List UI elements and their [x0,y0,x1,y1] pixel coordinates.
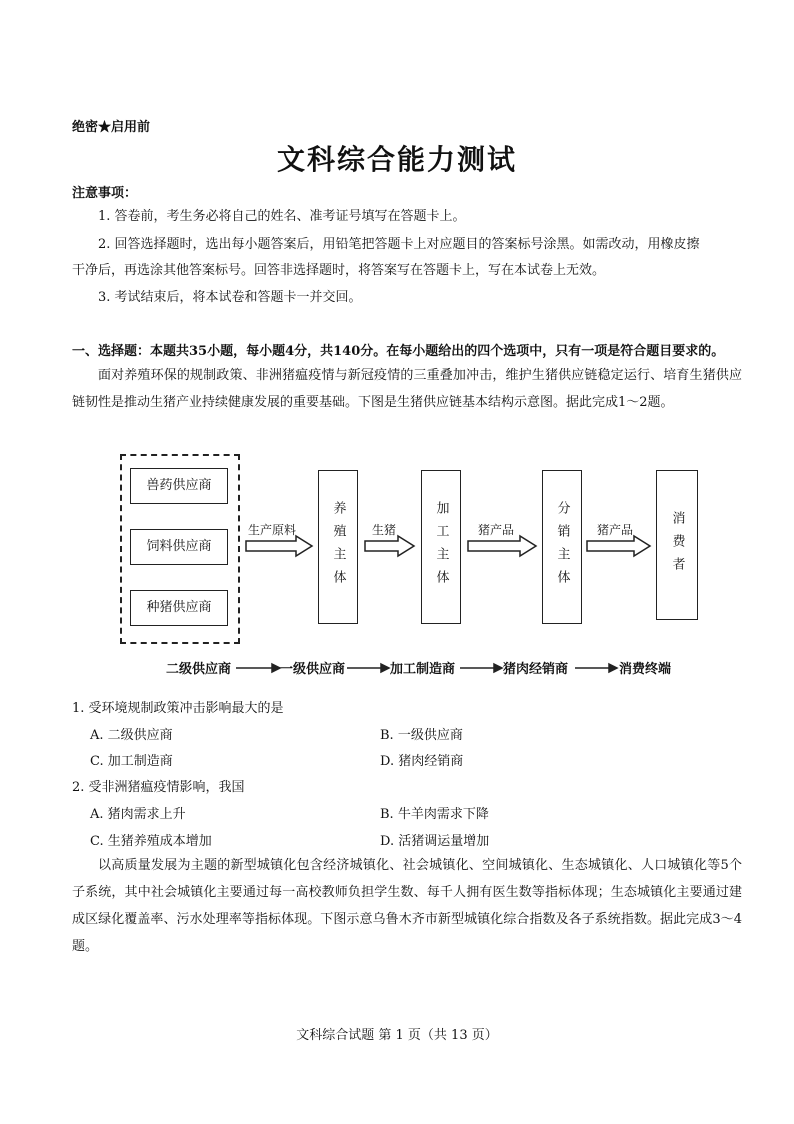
arrow-1 [246,536,312,556]
stage-consumer: 消费者 [656,470,698,620]
passage-2: 以高质量发展为主题的新型城镇化包含经济城镇化、社会城镇化、空间城镇化、生态城镇化、人口城镇化等5个子系统，其中社会城镇化主要通过每一高校教师负担学生数、每千人拥有医生数等指标体现；生态城镇化主要通过建成区绿化覆盖率、污水处理率等指标体现。下图示意乌鲁木齐市新型城镇化综合指数及各子系统指数。据此完成3～4题。 [72,858,742,954]
arrow-label-pork-1: 猪产品 [478,523,515,537]
question-2-option-d: D. 活猪调运量增加 [380,834,490,849]
question-2-option-b: B. 牛羊肉需求下降 [380,807,489,822]
question-2-option-c: C. 生猪养殖成本增加 [90,834,212,849]
stage-processing: 加工主体 [421,470,461,624]
question-1-stem: 1. 受环境规制政策冲击影响最大的是 [72,701,284,716]
notice-item-2: 2. 回答选择题时，选出每小题答案后，用铅笔把答题卡上对应题目的答案标号涂黑。如需改动，用橡皮擦 [98,237,700,252]
notice-heading: 注意事项： [72,186,138,201]
chain-processor: 加工制造商 [390,662,456,677]
arrow-2 [365,536,414,556]
question-1-option-a: A. 二级供应商 [90,728,173,743]
chain-secondary-supplier: 二级供应商 [166,662,232,677]
supplier-vet-drug: 兽药供应商 [130,468,228,504]
supplier-breeding-pig: 种猪供应商 [130,590,228,626]
notice-item-3: 3. 考试结束后，将本试卷和答题卡一并交回。 [98,290,362,305]
arrow-4 [587,536,650,556]
chain-legend [0,658,794,678]
question-2-option-a: A. 猪肉需求上升 [90,807,186,822]
notice-item-2-cont: 干净后，再选涂其他答案标号。回答非选择题时，将答案写在答题卡上，写在本试卷上无效。 [72,263,606,278]
arrow-label-raw-materials: 生产原料 [248,523,297,537]
intro-paragraph: 面对养殖环保的规制政策、非洲猪瘟疫情与新冠疫情的三重叠加冲击，维护生猪供应链稳定运行、培育生猪供应链韧性是推动生猪产业持续健康发展的重要基础。下图是生猪供应链基本结构示意图。据此完成1～2题。 [72,368,742,410]
page-footer: 文科综合试题 第 1 页（共 13 页） [296,1028,498,1043]
supplier-feed: 饲料供应商 [130,529,228,565]
arrow-3 [468,536,536,556]
confidential-mark: 绝密★启用前 [72,120,151,135]
question-1-option-b: B. 一级供应商 [380,728,463,743]
chain-primary-supplier: 一级供应商 [280,662,346,677]
notice-item-1: 1. 答卷前，考生务必将自己的姓名、准考证号填写在答题卡上。 [98,209,466,224]
arrow-label-pork-2: 猪产品 [597,523,634,537]
question-1-option-d: D. 猪肉经销商 [380,754,464,769]
chain-consumption-end: 消费终端 [619,662,672,677]
page-title: 文科综合能力测试 [276,143,517,176]
stage-farming: 养殖主体 [318,470,358,624]
chain-pork-dealer: 猪肉经销商 [503,662,569,677]
section-heading: 一、选择题：本题共35小题，每小题4分，共140分。在每小题给出的四个选项中，只有一项是符合题目要求的。 [72,344,725,359]
question-2-stem: 2. 受非洲猪瘟疫情影响，我国 [72,780,245,795]
arrow-label-live-pigs: 生猪 [372,523,397,537]
stage-distribution: 分销主体 [542,470,582,624]
question-1-option-c: C. 加工制造商 [90,754,173,769]
